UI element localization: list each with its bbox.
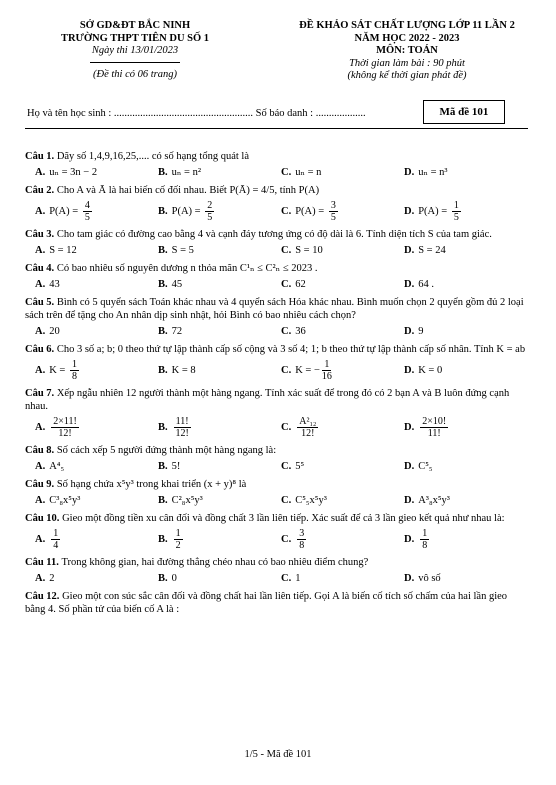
option-text: A³₈x⁵y³ (418, 495, 450, 506)
option-text: 43 (49, 279, 60, 290)
option-text: $\frac{3}{8}$ (299, 528, 305, 551)
answer-option (404, 528, 527, 551)
answer-options (35, 166, 530, 179)
option-key: D. (404, 534, 415, 545)
question-text: Có bao nhiêu số nguyên dương n thỏa mãn C¹ₙ ≤ C²ₙ ≤ 2023 . (56, 263, 318, 274)
question-9 (25, 478, 530, 507)
answer-option (35, 416, 158, 439)
header-rule (25, 128, 528, 129)
option-text: 5! (171, 461, 181, 472)
header-right (262, 20, 552, 83)
option-text: K = $\frac{1}{8}$ (49, 359, 77, 382)
answer-options (35, 528, 530, 551)
question-stem (25, 228, 530, 241)
option-text: $\frac{\text{A²₁₂}}{12!}$ (299, 416, 317, 439)
answer-options (35, 200, 530, 223)
answer-option (35, 494, 158, 507)
option-key: B. (158, 279, 168, 290)
option-key: D. (404, 326, 415, 337)
answer-option (404, 166, 527, 179)
question-stem (25, 512, 530, 525)
answer-option (35, 572, 158, 585)
option-text: uₙ = n² (171, 167, 202, 178)
option-key: A. (35, 206, 46, 217)
option-key: C. (281, 206, 292, 217)
option-text: C³₈x⁵y³ (49, 495, 81, 506)
answer-option (35, 528, 158, 551)
answer-option (35, 325, 158, 338)
answer-option (35, 278, 158, 291)
header-divider (90, 62, 180, 63)
question-11 (25, 556, 530, 585)
option-key: A. (35, 495, 46, 506)
option-text: vô số (418, 573, 441, 584)
question-1 (25, 150, 530, 179)
answer-option (158, 416, 281, 439)
option-key: B. (158, 573, 168, 584)
answer-options (35, 416, 530, 439)
option-text: uₙ = n (295, 167, 322, 178)
answer-option (404, 494, 527, 507)
question-stem (25, 590, 530, 616)
option-text: P(A) = $\frac{2}{5}$ (171, 200, 213, 223)
option-key: D. (404, 461, 415, 472)
option-text: 0 (171, 573, 177, 584)
option-text: $\frac{2\times 11!}{12!}$ (53, 416, 77, 439)
answer-option (281, 244, 404, 257)
option-key: B. (158, 461, 168, 472)
question-text: Gieo một con súc sắc cân đối và đồng chất hai lần liên tiếp. Gọi A là biến cố tích số chấm của hai lần gieo bằng 4. Số phần tử của biến cố A là : (25, 591, 508, 615)
option-text: S = 10 (295, 245, 323, 256)
answer-option (281, 359, 404, 382)
answer-option (281, 572, 404, 585)
option-text: 1 (295, 573, 301, 584)
option-key: B. (158, 326, 168, 337)
answer-option (404, 278, 527, 291)
department-name: SỞ GD&ĐT BẮC NINH (79, 20, 191, 31)
header-left (25, 20, 245, 81)
time-note: (không kể thời gian phát đề) (347, 70, 467, 81)
question-12 (25, 590, 530, 616)
option-key: A. (35, 573, 46, 584)
answer-options (35, 278, 530, 291)
question-text: Số hạng chứa x⁵y³ trong khai triển (x + y)⁸ là (56, 479, 247, 490)
option-text: C⁵₅ (418, 461, 433, 472)
option-text: 36 (295, 326, 306, 337)
question-number: Câu 12. (25, 591, 63, 602)
answer-option (404, 244, 527, 257)
answer-option (281, 278, 404, 291)
student-info-line: Họ và tên học sinh : ..................................................... Số báo danh : ................... (27, 108, 366, 119)
option-key: B. (158, 422, 168, 433)
option-text: 72 (171, 326, 183, 337)
option-text: $\frac{1}{2}$ (175, 528, 181, 551)
answer-options (35, 325, 530, 338)
answer-options (35, 572, 530, 585)
question-stem (25, 150, 530, 163)
question-stem (25, 444, 530, 457)
answer-option (35, 200, 158, 223)
answer-options (35, 359, 530, 382)
page-footer: 1/5 - Mã đề 101 (244, 749, 312, 760)
question-list (25, 150, 530, 616)
page-count-note: (Đề thi có 06 trang) (93, 68, 177, 80)
option-key: A. (35, 365, 46, 376)
answer-options (35, 460, 530, 473)
answer-option (35, 244, 158, 257)
option-text: C⁵₅x⁵y³ (295, 495, 327, 506)
option-key: D. (404, 206, 415, 217)
option-key: C. (281, 326, 292, 337)
option-text: $\frac{1}{4}$ (53, 528, 59, 551)
option-key: D. (404, 279, 415, 290)
answer-option (158, 200, 281, 223)
option-key: C. (281, 365, 292, 376)
option-key: C. (281, 461, 292, 472)
answer-option (281, 166, 404, 179)
option-text: K = 0 (418, 365, 443, 376)
answer-option (35, 460, 158, 473)
question-text: Cho 3 số a; b; 0 theo thứ tự lập thành cấp số cộng và 3 số 4; 1; b theo thứ tự lập thành cấp số nhân. Tính K = ab (56, 344, 526, 355)
option-text: $\frac{2\times 10!}{11!}$ (422, 416, 447, 439)
answer-option (404, 200, 527, 223)
option-text: P(A) = $\frac{4}{5}$ (49, 200, 90, 223)
answer-option (35, 166, 158, 179)
answer-options (35, 244, 530, 257)
option-key: A. (35, 279, 46, 290)
option-text: S = 12 (49, 245, 77, 256)
question-8 (25, 444, 530, 473)
question-number: Câu 3. (25, 229, 57, 240)
question-7 (25, 387, 530, 439)
question-5 (25, 296, 530, 338)
answer-option (281, 528, 404, 551)
answer-option (158, 359, 281, 382)
option-key: B. (158, 206, 168, 217)
option-key: C. (281, 279, 292, 290)
question-text: Bình có 5 quyển sách Toán khác nhau và 4 quyển sách Hóa khác nhau. Bình muốn chọn 2 quyển gồm đủ 2 loại sách trên để tặng cho An nhân dịp sinh nhật, hỏi Bình có bao nhiêu cách chọn? (25, 297, 524, 321)
option-text: 45 (171, 279, 183, 290)
answer-option (281, 416, 404, 439)
option-key: B. (158, 534, 168, 545)
question-number: Câu 2. (25, 185, 57, 196)
question-2 (25, 184, 530, 223)
answer-option (404, 572, 527, 585)
option-key: C. (281, 534, 292, 545)
question-stem (25, 387, 530, 413)
option-text: P(A) = $\frac{1}{5}$ (418, 200, 459, 223)
school-year: NĂM HỌC 2022 - 2023 (354, 32, 460, 44)
question-number: Câu 10. (25, 513, 63, 524)
exam-code-box: Mã đề 101 (423, 100, 505, 124)
option-text: $\frac{11!}{12!}$ (175, 416, 189, 439)
option-text: K = − $\frac{1}{16}$ (295, 359, 332, 382)
answer-option (281, 200, 404, 223)
school-name: TRƯỜNG THPT TIÊN DU SỐ 1 (60, 32, 210, 44)
question-number: Câu 7. (25, 388, 57, 399)
option-text: A⁴₅ (49, 461, 65, 472)
question-text: Gieo một đồng tiền xu cân đối và đồng chất 3 lần liên tiếp. Xác suất để cả 3 lần gieo kết quả như nhau là: (62, 513, 505, 524)
question-stem (25, 556, 530, 569)
option-text: 5⁵ (295, 461, 305, 472)
question-3 (25, 228, 530, 257)
exam-date: Ngày thi 13/01/2023 (91, 45, 179, 56)
question-stem (25, 478, 530, 491)
question-number: Câu 1. (25, 151, 57, 162)
option-text: 20 (49, 326, 60, 337)
answer-option (404, 359, 527, 382)
option-key: D. (404, 167, 415, 178)
option-key: A. (35, 422, 46, 433)
answer-option (158, 244, 281, 257)
option-text: P(A) = $\frac{3}{5}$ (295, 200, 336, 223)
option-key: A. (35, 245, 46, 256)
option-key: D. (404, 365, 415, 376)
option-text: $\frac{1}{8}$ (422, 528, 428, 551)
answer-option (404, 416, 527, 439)
answer-option (158, 460, 281, 473)
answer-option (281, 325, 404, 338)
question-text: Xếp ngẫu nhiên 12 người thành một hàng ngang. Tính xác suất để trong đó có 2 bạn A và B luôn đứng cạnh nhau. (25, 388, 510, 412)
time-limit: Thời gian làm bài : 90 phút (349, 57, 465, 69)
answer-option (158, 278, 281, 291)
answer-option (281, 460, 404, 473)
option-key: C. (281, 495, 292, 506)
question-text: Trong không gian, hai đường thẳng chéo nhau có bao nhiêu điểm chung? (61, 557, 369, 568)
question-number: Câu 4. (25, 263, 57, 274)
option-key: C. (281, 422, 292, 433)
answer-option (158, 572, 281, 585)
option-text: 62 (295, 279, 306, 290)
question-stem (25, 184, 530, 197)
answer-option (158, 166, 281, 179)
question-number: Câu 11. (25, 557, 62, 568)
answer-option (404, 460, 527, 473)
option-key: B. (158, 495, 168, 506)
question-6 (25, 343, 530, 382)
option-key: D. (404, 495, 415, 506)
question-number: Câu 5. (25, 297, 57, 308)
option-key: A. (35, 167, 46, 178)
option-text: C²₈x⁵y³ (171, 495, 203, 506)
question-text: Cho tam giác có đường cao bằng 4 và cạnh đáy tương ứng có độ dài là 6. Tính diện tích S của tam giác. (56, 229, 492, 240)
question-number: Câu 6. (25, 344, 57, 355)
answer-option (404, 325, 527, 338)
option-key: D. (404, 422, 415, 433)
option-text: uₙ = 3n − 2 (49, 167, 98, 178)
answer-options (35, 494, 530, 507)
question-text: Số cách xếp 5 người đứng thành một hàng ngang là: (56, 445, 277, 456)
answer-option (158, 528, 281, 551)
option-key: C. (281, 573, 292, 584)
answer-option (158, 494, 281, 507)
option-key: B. (158, 245, 168, 256)
option-key: C. (281, 167, 292, 178)
option-text: 2 (49, 573, 55, 584)
option-key: A. (35, 326, 46, 337)
option-text: 9 (418, 326, 424, 337)
question-text: Dãy số 1,4,9,16,25,.... có số hạng tổng quát là (56, 151, 249, 162)
question-number: Câu 9. (25, 479, 57, 490)
question-4 (25, 262, 530, 291)
option-key: D. (404, 573, 415, 584)
question-stem (25, 343, 530, 356)
option-key: A. (35, 534, 46, 545)
answer-option (158, 325, 281, 338)
option-text: S = 5 (171, 245, 194, 256)
answer-option (35, 359, 158, 382)
option-key: B. (158, 167, 168, 178)
option-text: K = 8 (171, 365, 196, 376)
option-text: uₙ = n³ (418, 167, 448, 178)
option-text: S = 24 (418, 245, 446, 256)
option-key: A. (35, 461, 46, 472)
question-number: Câu 8. (25, 445, 57, 456)
option-key: B. (158, 365, 168, 376)
question-10 (25, 512, 530, 551)
subject: MÔN: TOÁN (376, 45, 438, 56)
question-text: Cho A và Ā là hai biến cố đối nhau. Biết P(Ā) = 4/5, tính P(A) (56, 185, 320, 196)
question-stem (25, 262, 530, 275)
exam-title: ĐỀ KHẢO SÁT CHẤT LƯỢNG LỚP 11 LẦN 2 (299, 20, 515, 31)
option-key: D. (404, 245, 415, 256)
question-stem (25, 296, 530, 322)
option-text: 64 . (418, 279, 434, 290)
option-key: C. (281, 245, 292, 256)
answer-option (281, 494, 404, 507)
